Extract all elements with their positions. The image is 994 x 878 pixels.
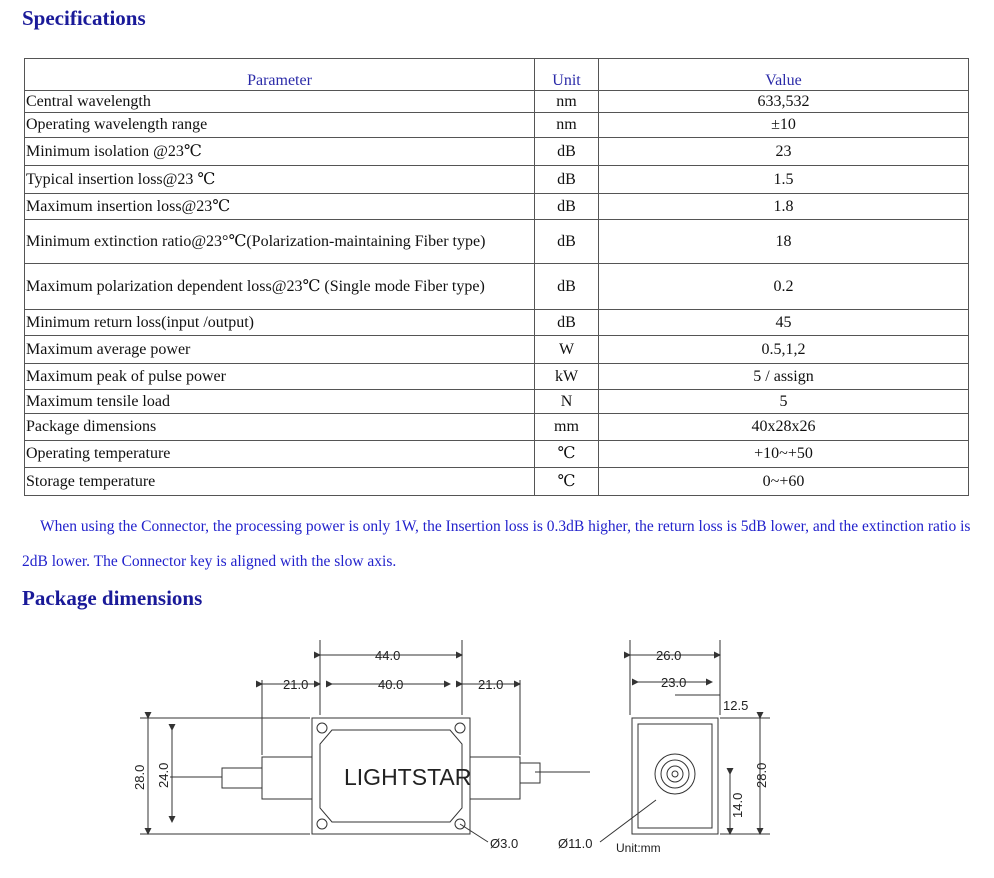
left-boot — [222, 768, 262, 788]
param-cell: Package dimensions — [25, 414, 535, 441]
param-cell: Maximum tensile load — [25, 390, 535, 414]
table-row — [25, 113, 969, 138]
dim-overall-length: 44.0 — [375, 648, 401, 663]
param-cell: Operating wavelength range — [25, 113, 535, 138]
package-heading: Package dimensions — [22, 586, 203, 610]
unit-cell: N — [535, 390, 599, 414]
unit-cell: mm — [535, 414, 599, 441]
dim-fiber: Ø11.0 — [558, 836, 593, 851]
dim-right-tube: 21.0 — [478, 677, 504, 692]
dim-height-inner: 24.0 — [156, 762, 171, 788]
unit-cell: dB — [535, 264, 599, 310]
param-cell: Typical insertion loss@23 ℃ — [25, 166, 535, 194]
value-cell: 23 — [599, 138, 969, 166]
unit-cell: dB — [535, 194, 599, 220]
table-row — [25, 364, 969, 390]
unit-cell: dB — [535, 220, 599, 264]
unit-cell: kW — [535, 364, 599, 390]
table-header-row — [25, 59, 969, 91]
table-row — [25, 220, 969, 264]
package-dimension-drawing — [120, 620, 780, 870]
param-cell: Minimum isolation @23℃ — [25, 138, 535, 166]
value-cell: 40x28x26 — [599, 414, 969, 441]
value-cell: 0.2 — [599, 264, 969, 310]
unit-cell: dB — [535, 166, 599, 194]
table-row — [25, 264, 969, 310]
value-cell: 0.5,1,2 — [599, 336, 969, 364]
header-unit: Unit — [535, 59, 599, 91]
table-row — [25, 310, 969, 336]
unit-cell: ℃ — [535, 468, 599, 496]
param-cell: Minimum return loss(input /output) — [25, 310, 535, 336]
specifications-table — [24, 58, 969, 496]
param-cell: Maximum insertion loss@23℃ — [25, 194, 535, 220]
right-boot — [520, 763, 540, 783]
brand-label: LIGHTSTAR — [344, 764, 472, 790]
unit-cell: W — [535, 336, 599, 364]
dim-side-inner: 23.0 — [661, 675, 687, 690]
side-view-body — [632, 718, 718, 834]
value-cell: 5 / assign — [599, 364, 969, 390]
param-cell: Maximum average power — [25, 336, 535, 364]
value-cell: ±10 — [599, 113, 969, 138]
unit-cell: dB — [535, 138, 599, 166]
value-cell: 0~+60 — [599, 468, 969, 496]
dim-side-half: 14.0 — [730, 792, 745, 818]
param-cell: Maximum polarization dependent loss@23℃ (Single mode Fiber type) — [25, 264, 535, 310]
unit-label: Unit:mm — [616, 841, 661, 855]
specifications-heading: Specifications — [22, 6, 146, 30]
unit-cell: nm — [535, 91, 599, 113]
param-cell: Minimum extinction ratio@23°℃(Polarization-maintaining Fiber type) — [25, 220, 535, 264]
table-row — [25, 390, 969, 414]
table-row — [25, 194, 969, 220]
right-tube — [470, 757, 520, 799]
param-cell: Maximum peak of pulse power — [25, 364, 535, 390]
value-cell: 1.8 — [599, 194, 969, 220]
param-cell: Operating temperature — [25, 441, 535, 468]
table-row — [25, 166, 969, 194]
table-row — [25, 441, 969, 468]
value-cell: 633,532 — [599, 91, 969, 113]
param-cell: Storage temperature — [25, 468, 535, 496]
value-cell: +10~+50 — [599, 441, 969, 468]
dim-body-length: 40.0 — [378, 677, 404, 692]
dim-side-offset: 12.5 — [723, 698, 749, 713]
unit-cell: dB — [535, 310, 599, 336]
table-row — [25, 468, 969, 496]
header-value: Value — [599, 59, 969, 91]
dim-side-height: 28.0 — [754, 762, 769, 788]
unit-cell: nm — [535, 113, 599, 138]
value-cell: 1.5 — [599, 166, 969, 194]
dim-height-outer: 28.0 — [132, 764, 147, 790]
table-row — [25, 91, 969, 113]
left-tube — [262, 757, 312, 799]
unit-cell: ℃ — [535, 441, 599, 468]
dim-side-width: 26.0 — [656, 648, 682, 663]
dim-hole: Ø3.0 — [490, 836, 519, 851]
param-cell: Central wavelength — [25, 91, 535, 113]
table-row — [25, 414, 969, 441]
table-row — [25, 138, 969, 166]
value-cell: 5 — [599, 390, 969, 414]
value-cell: 45 — [599, 310, 969, 336]
header-parameter: Parameter — [25, 59, 535, 91]
value-cell: 18 — [599, 220, 969, 264]
connector-note: When using the Connector, the processing power is only 1W, the Insertion loss is 0.3dB higher, the return loss is 5dB lower, and the extinction ratio is 2dB lower. The Connector key is aligned with the slow axis. — [22, 518, 971, 570]
table-row — [25, 336, 969, 364]
dim-left-tube: 21.0 — [283, 677, 309, 692]
